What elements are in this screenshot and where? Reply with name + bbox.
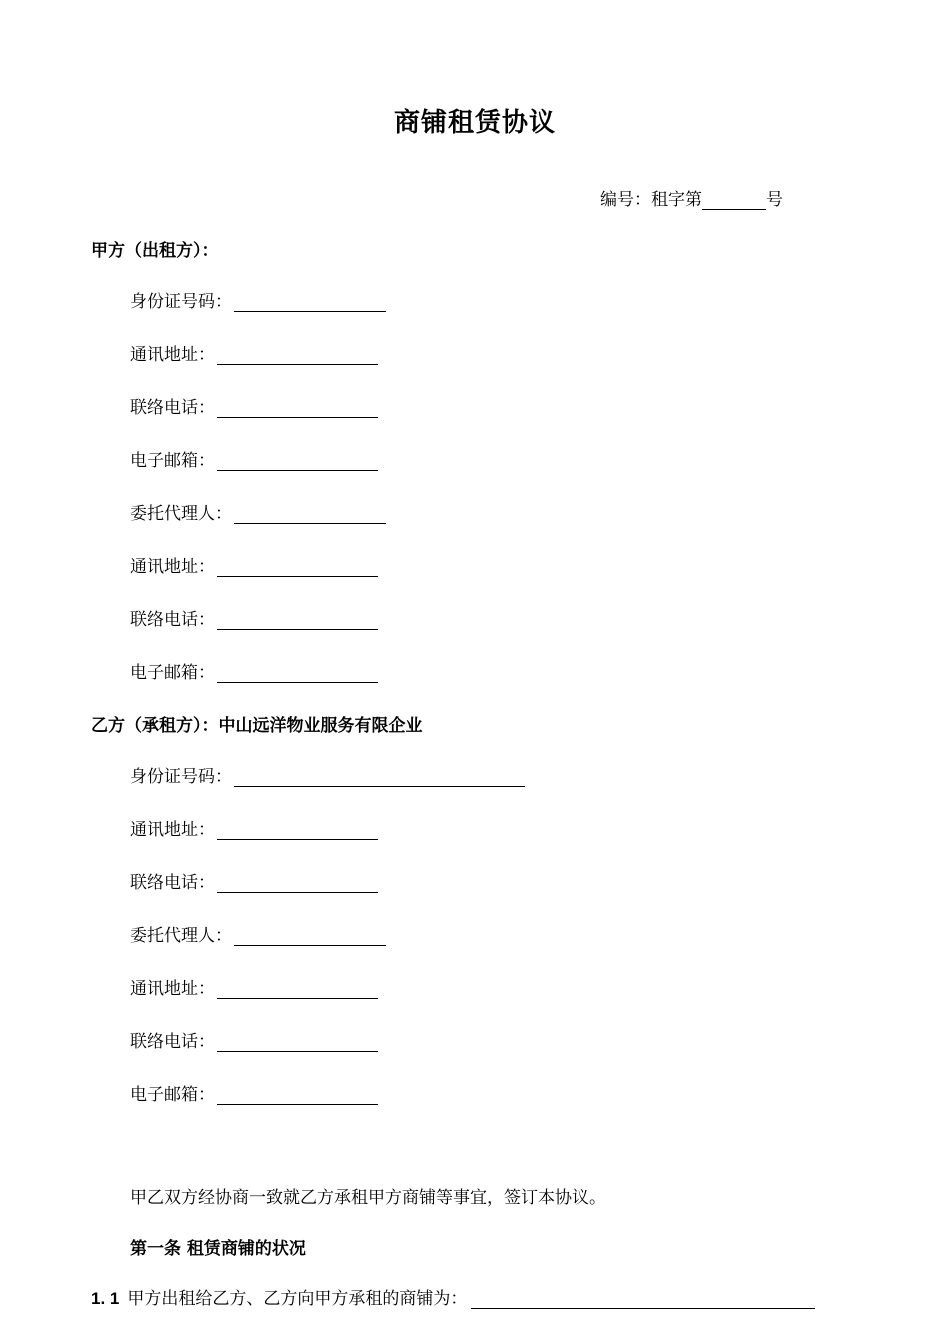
serial-blank xyxy=(702,192,766,210)
field-label: 通讯地址： xyxy=(130,557,215,577)
clause-1-1 xyxy=(91,1284,815,1309)
party-b-agent-field xyxy=(130,921,386,946)
party-a-heading: 甲方（出租方）： xyxy=(91,241,219,261)
field-label: 通讯地址： xyxy=(130,345,215,365)
field-label: 联络电话： xyxy=(130,873,215,893)
party-a-agent-email-field xyxy=(130,658,378,683)
field-blank xyxy=(217,347,378,365)
field-blank xyxy=(234,769,525,787)
field-label: 通讯地址： xyxy=(130,979,215,999)
party-a-address-field xyxy=(130,340,378,365)
party-b-id-field xyxy=(130,762,525,787)
party-b-agent-phone-field xyxy=(130,1027,378,1052)
party-b-phone-field xyxy=(130,868,378,893)
field-label: 联络电话： xyxy=(130,398,215,418)
field-label: 电子邮箱： xyxy=(130,1085,215,1105)
intro-paragraph: 甲乙双方经协商一致就乙方承租甲方商铺等事宜，签订本协议。 xyxy=(130,1188,606,1208)
field-blank xyxy=(217,822,378,840)
field-label: 电子邮箱： xyxy=(130,451,215,471)
party-a-agent-phone-field xyxy=(130,605,378,630)
party-a-phone-field xyxy=(130,393,378,418)
party-a-email-field xyxy=(130,446,378,471)
party-b-agent-address-field xyxy=(130,974,378,999)
field-blank xyxy=(217,400,378,418)
field-label: 电子邮箱： xyxy=(130,663,215,683)
clause-text: 甲方出租给乙方、乙方向甲方承租的商铺为： xyxy=(127,1289,468,1309)
field-blank xyxy=(217,1034,378,1052)
field-blank xyxy=(217,453,378,471)
party-a-agent-field xyxy=(130,499,386,524)
party-a-id-field xyxy=(130,287,386,312)
party-a-agent-address-field xyxy=(130,552,378,577)
party-b-heading: 乙方（承租方）：中山远洋物业服务有限企业 xyxy=(91,716,423,736)
field-blank xyxy=(217,559,378,577)
field-blank xyxy=(234,928,386,946)
party-b-agent-email-field xyxy=(130,1080,378,1105)
document-title: 商铺租赁协议 xyxy=(393,108,556,138)
field-label: 身份证号码： xyxy=(130,292,232,312)
field-label: 联络电话： xyxy=(130,1032,215,1052)
field-blank xyxy=(217,875,378,893)
field-label: 联络电话： xyxy=(130,610,215,630)
field-label: 身份证号码： xyxy=(130,767,232,787)
clause-number: 1. 1 xyxy=(91,1289,120,1308)
serial-prefix: 编号：租字第 xyxy=(600,190,702,210)
field-blank xyxy=(217,665,378,683)
field-blank xyxy=(217,612,378,630)
serial-suffix: 号 xyxy=(766,190,783,210)
field-blank xyxy=(234,294,386,312)
article-1-heading: 第一条 租赁商铺的状况 xyxy=(130,1239,306,1259)
serial-number xyxy=(600,185,783,210)
party-b-address-field xyxy=(130,815,378,840)
field-label: 委托代理人： xyxy=(130,504,232,524)
field-blank xyxy=(217,981,378,999)
clause-blank xyxy=(471,1291,815,1309)
field-label: 委托代理人： xyxy=(130,926,232,946)
field-blank xyxy=(217,1087,378,1105)
field-blank xyxy=(234,506,386,524)
field-label: 通讯地址： xyxy=(130,820,215,840)
